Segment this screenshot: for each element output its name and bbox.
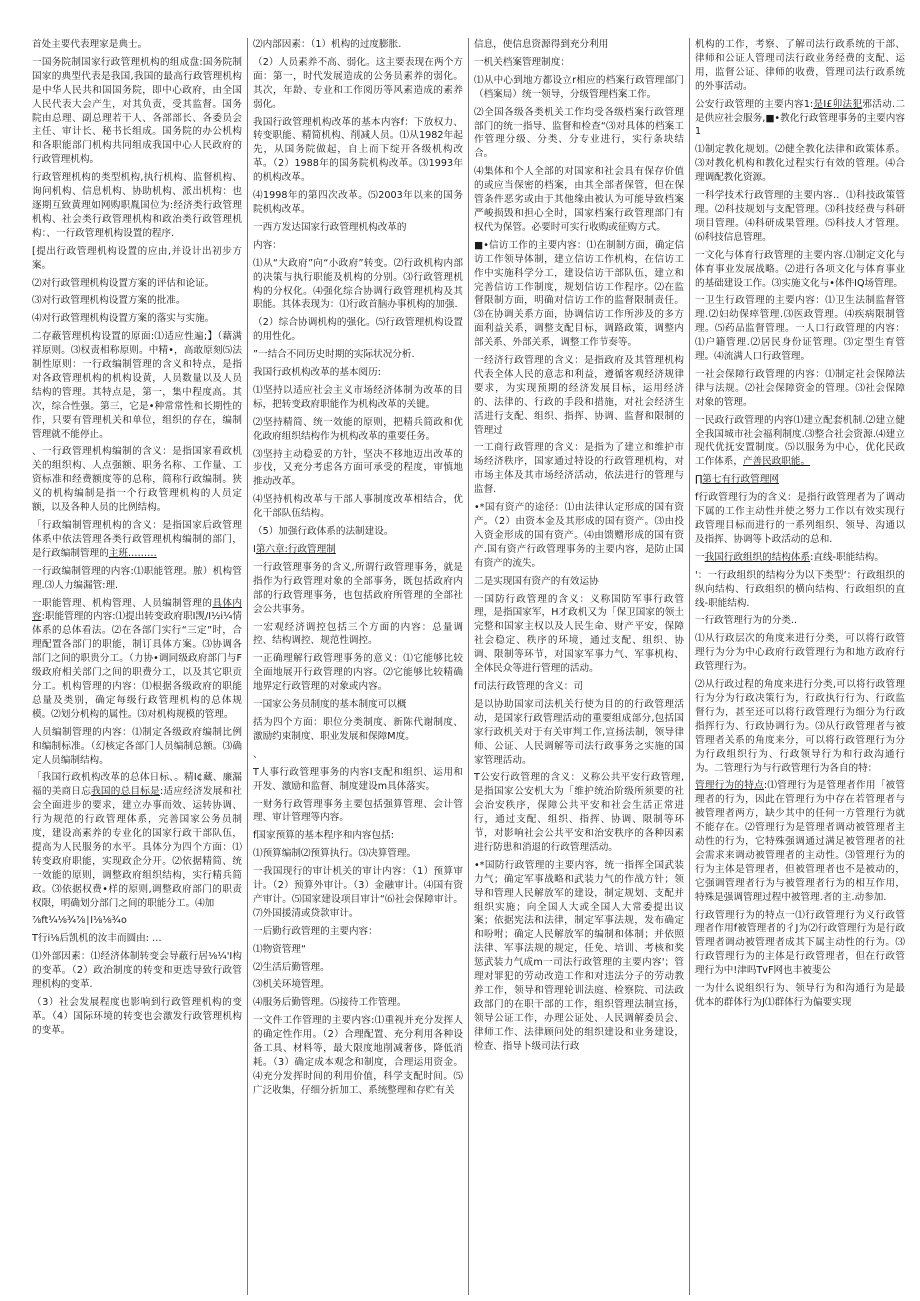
paragraph: 一国防行政管理的含义：义称国防军事行政管理，是指国家军，H才政机又为「保卫国家的领土完整和国家主权以及人民生命、财产平安，保障社会稳定、秩序的环境，通过支配、组织、协调、限制等环节，对国家军事力气、军事机构、全体民众等进行管理的活动。 — [474, 593, 684, 675]
paragraph: 一正确理解行政管理事务的意义：⑴它能够比较全面地展开行政管理的内容。⑵它能够比较精确地界定行政管理的对象或内容。 — [253, 653, 463, 693]
paragraph: f国家预算的基本程序和内容包括: — [253, 830, 394, 842]
paragraph: 我国行政机构改革的基本阅历: — [253, 367, 381, 379]
paragraph: [提出行政管理机构设置的应由,并设计出初步方案。 — [32, 245, 242, 271]
paragraph: 一后勤行政管理的主要内容： — [253, 925, 378, 937]
paragraph: 一宏观经济调控包括三个方面的内容：总量调控、结构调控、规范性调控。 — [253, 621, 463, 647]
paragraph: ⑵内部因素：（1）机构的过度膨胀. — [253, 39, 402, 50]
paragraph: ⑷集体和个人全部的对国家和社会具有保存价值的或应当保密的档案，由其全部者保管，但在保管条件恶劣或由于其他缘由被认为可能导致档案严峻损毁和担心全时，国家档案行政管理部门有权代为保管。必要时可实行收购或征购方式。 — [474, 166, 684, 233]
column-2 — [247, 38, 468, 1295]
column-1 — [32, 38, 247, 1295]
paragraph: 信息，使信息资源得到充分利用 — [474, 39, 609, 50]
paragraph: 、一行政管理机构编制的含义：是指国家看政机关的组织构、人点强额、职务名称、工作量、工资标准和经费额度等的总称，简称行政编制。狭义的机构编制是指一个行政管理机构的人员定额，以及各种人员的比例结构。 — [32, 446, 242, 514]
paragraph: 一民政行政管理的内容⑴建立配套机制.⑵建立健全我国城市社会福利制度.⑶整合社会资源.⑷建立现代优抚安置制度。⑸以服务为中心，优化民政工作体系，产善民政职能。 — [695, 414, 905, 468]
paragraph: ⑴从行政层次的角度来进行分类，可以将行政管理行为分为中心政府行政管理行为和地方政府行政管理行为。 — [695, 633, 905, 673]
paragraph: ⑵从行政过程的角度来进行分类,可以将行政管理行为分为行政决策行为，行政执行行为、行政监督行为，甚至还可以将行政管理行为细分为行政指挥行为、行政协调行为。⑶从行政管理者与被管理者关系的角度来分，可以将行政管理行为分为行政组织行为、行政领导行为和行政沟通行为。二管理行为与行政管理行为各自的特： — [695, 679, 905, 774]
underlined-text: 是I£卯法犯 — [813, 98, 863, 110]
paragraph: 一机关档案管理制度： — [474, 56, 570, 68]
paragraph: ⑵生活后勤管理。 — [253, 961, 330, 973]
paragraph: f司法行政管理的含义：司 — [474, 680, 583, 692]
paragraph: 是以协助国家司法机关行使为目的的行政管理活动，是国家行政管理活动的重要组成部分,包括国家行政机关对于有关审判工作,宣扬法制，领导律师、公证、人民调解等司法行政事务之实施的国家管理活动。 — [474, 698, 684, 766]
paragraph: ”一结合不同历史时期的实际状况分析. — [253, 349, 415, 361]
paragraph: •*国防行政管理的主要内容，统一指挥全国武装力气；确定军事战略和武装力气的作战方针；领导和管理人民解放军的建设，制定规划、支配并组织实施；向全国人大或全国人大常委提出议案；依据宪法和法律，制定军事法规，发布确定和吩咐；确定人民解放军的编制和体制；并依照法律、军事法规的规定，任免、培训、考核和奖惩武装力气成m一司法行政管理的主要内容'；管理对罪犯的劳动改造工作和对违法分子的劳动教养工作，领导和管理轮训法庭、检察院、司法政政部门的在职干部的工作，组织管理法制宣扬，领导公证工作，办理公证处、人民调解委员会、律师工作、法律顾问处的组织建设和业务建设，检查、指导卜级司法行政 — [474, 859, 684, 1052]
paragraph: 一财务行政管理事务主要包括强算管理、会计管理、审计管理等内容。 — [253, 798, 463, 824]
column-3 — [468, 38, 689, 1295]
paragraph: （2）人员素养不高、弱化。这主要表现在两个方面：第一，时代发展造成的公务员素养的弱化。其次，年龄、专业和工作阅历等风素造成的素养弱化。 — [253, 56, 463, 110]
paragraph: 一我国行政组织的结构体系:直线-职能结构。 — [695, 551, 884, 563]
paragraph: f行政管理行为的含义：是指行政管理者为了调动下属的工作主动性并使之努力工作以有效实现行政管理目标而进行的一系列组织、领导、沟通以及指挥、协调等卜政活动的总和. — [695, 492, 905, 545]
underlined-text: 主班……… — [108, 547, 157, 559]
paragraph: 、 — [253, 748, 263, 760]
paragraph: ⑷服务后勤管理。⑸接待工作管理。 — [253, 997, 407, 1009]
paragraph: 行政管理行为的特点一⑴行政管理行为义行政管理者作用f被管理者的彳J为⑵行政管理行为是行政管理者调动被管理者成其下属主动性的行为。⑶行政管理行为的主体是行政管理者，但在行政管理行为中!津吗TvF网也丰被斐公 — [695, 909, 905, 977]
paragraph: 一科学技术行政管理的主要内容.．⑴科技政策管理。⑵科技规划与支配管理。⑶科技经费与科研项目管理。⑷科研成果管理。⑸科技人才管理。⑹科技信息管理。 — [695, 190, 905, 243]
column-4 — [689, 38, 910, 1295]
paragraph: ⅞ft¼⅛¾⅞∣I⅛⅛¾o — [32, 915, 127, 927]
paragraph: 「行政编制管理机构的含义：是指国家后政管理体系中依法管理各类行政管理机构编制的部门，是行政编制管理的主班……… — [32, 520, 242, 559]
paragraph: ⑷对行政管理机构设置方案的落实与实施。 — [32, 313, 215, 325]
paragraph: 一国务院制国家行政管理机构的组成盘:国务院制国家的典型代表是我国,我国的最高行政管理机构是中华人民共和国国务院，即中心政府，由全国人民代表大会产生，对其负责，受其监督。国务院由总理、副总理若干人、各部部长、各委员会主任、审计长、秘书长组成。国务院的办公机构和各职能部门机构共同组成我国中心人民政府的行政管理机构。 — [32, 56, 242, 166]
paragraph: ⑴预算编制⑵预算执行。⑶决算管理。 — [253, 848, 417, 860]
paragraph: 一行政编制管理的内容:⑴职能管理。脓）机构管理.⑶人力编漏管:理. — [32, 565, 242, 591]
paragraph: ⑴坚持以适应社会主义市场经济体制为改革的目标，把转变政府职能作为机构改革的关键。 — [253, 384, 463, 410]
underlined-text: 管理行为的特点 — [695, 780, 764, 792]
paragraph: 括为四个方面：职位分类制度、新陈代谢制度、激励约束制度、职业发展和保障M度。 — [253, 716, 463, 742]
paragraph: •*国有资产的途径：⑴由法律认定形成的国有资产。（2）由资本金及其形成的国有资产。⑶由投入资金形成的国有资产。⑷由馈赠形成的国有资产.国有资产行政管理事务的主要内容，是防止国有资产的流失。 — [474, 502, 684, 569]
underlined-text: 第七有行政管理网 — [702, 474, 780, 486]
underlined-text: 第六章:行政管理制 — [255, 544, 336, 555]
paragraph: 管理行为的特点:⑴管理行为是管理者作用「被管理者的行为，因此在管理行为中存在若管理者与被管理者两方，缺少其中的任何一方管理行为就不能存在。⑵管理行为是管理者调动被管理者主动性的行为，它特殊强调通过满足被管理者的社会需求来调动被管理者的主动性。⑶管理行为的行为主体是管理者，但被管理者也不是被动的，它强调管理者行为与被管理者行为的相互作用，特殊是强调管理过程中被管理.者的主.动参加. — [695, 780, 905, 903]
paragraph: 我国行政管理机构改革的基本内容f：下放权力、转变职能、精简机构、削减人员。⑴从1982年起先，从国务院做起，自上而下绽开各级机构改革。（2）1988年的国务院机构改革。⑶1993年的机构改革。 — [253, 116, 463, 184]
paragraph: （3）社会发展程度也影响到行政管理机构的变革。（4）国际环境的转变也会激发行政管理机构的变革。 — [32, 997, 242, 1036]
paragraph: ⑷1998年的第四次改革。⑸2003年以来的国务院机构改革。 — [253, 190, 463, 215]
paragraph: 一行政管理行为的分类.． — [695, 615, 804, 627]
paragraph: 二存蔽管理机构设置的原面:⑴适应性遍;】（藉满祥原则。⑶权责相称原则。中精•，高敢原刻⑸法制性原则：一行政编制管理的含义和特点，是指对各政管理机构的机构设黄，人员数量以及人员结构的管理。其特点是，第一，集中程度高。其次，综合性强。第三，它是•种常常性和长期性的作，只要有管理机关和单位，组织的存在，编制管理就不能停止。 — [32, 331, 242, 440]
paragraph: ⑴外部因素：⑴经济体制转变会导蔽行居⅛¼'I构的变革。（2）政治制度的转变和更迭导致行政管理机构的变革. — [32, 951, 242, 991]
underlined-text: 我国的总目标是 — [91, 786, 160, 798]
paragraph: 首处主要代表理家是典士。 — [32, 39, 148, 50]
paragraph: T行i⅛后凯机的汝丰而圆由: … — [32, 933, 162, 945]
paragraph: ■•信访工作的主要内容：⑴在制制方面，确定信访工作领导体制，建立信访工作机构，在信访工作中实施科学分工，建设信访干部队伍，建立和完善信访工作制度，规划信访工作程序。⑵在监督限制方面，明确对信访工作的监督限制责任。⑶在协调关系方面，协调信访工作所涉及的多方面利益关系，调整支配目标，调路政策，调整内部关系、外部关系，调整工作节奏等。 — [474, 239, 684, 349]
paragraph: （5）加强行政体系的法制建设。 — [253, 526, 394, 538]
paragraph: 一文件工作管理的主要内容:⑴重视并充分发挥人的确定性作用。（2）合理配置、充分利用各种设备工具、材料等，最大限度地削减奢侈，降低消耗。（3）确定成本观念和制度，合理运用资金。⑷充分发挥时间的利用价值，科学支配时间。⑸广泛收集，仔细分折加工、系统整理和存贮有关 — [253, 1015, 463, 1096]
paragraph: ⑵坚持精简、统一效能的原则，把精兵简政和优化政府组织结构作为机构改革的重要任务。 — [253, 416, 463, 442]
four-column-layout — [32, 38, 910, 1295]
paragraph: ⑴从中心到地方都设立r相应的档案行政管理部门（档案局）统一领导，分级管理档案工作。 — [474, 74, 684, 100]
paragraph: ⑶对行政管理机构设置方案的批准。 — [32, 295, 186, 307]
paragraph: 机构的工作，考察、了解司法行政系统的干部、律师和公证人管理司法行政业务经费的支配、运用，监督公证、律师的收费，管理司法行政系统的外事活动。 — [695, 39, 905, 92]
paragraph: ⑴从“大政府”向“小政府”转变。⑵行政机构内部的决策与执行职能及机构的分别。⑶行政管理机构的分权化。⑷强化综合协调行政管理机构及其职能。其体表现为：⑴行政首脑办事机构的加强. — [253, 257, 463, 311]
paragraph: I第六章:行政管理制 — [253, 544, 336, 555]
paragraph: ⑶机关环境管理。 — [253, 979, 330, 991]
paragraph: 一行政管理事务的含义,所谓行政管理事务，就是指作为行政管理对象的全部事务，既包括政府内部的行政管理事务，也包括政府所管理的全部社会公共事务。 — [253, 561, 463, 615]
paragraph: 人员编制管理的内容：⑴制定各级政府编制比例和编制标准。（幻核定各部门人员编制总额。⑶确定人员编制结构。 — [32, 726, 242, 766]
underlined-text: 产善民政职能。 — [742, 456, 811, 468]
paragraph: 一卫生行政管理的主要内容：⑴卫生法制监督管理.⑵妇幼保瘁管理.⑶医政管理。⑷疾病限制管理。⑸药品监督管理。一人口行政管理的内容：⑴户籍管理.⑵居民身份证管理。⑶定型生育管理。⑷流满人口行政管理。 — [695, 295, 905, 363]
underlined-text: 我国行政组织的结构体系 — [704, 551, 811, 563]
paragraph: 一工商行政管理的含义：是指为了建立和维护市场经济秩序，国家通过特设的行政管理机构，对市场主体及其市场经济活动，依法进行的管理与监督. — [474, 442, 684, 496]
paragraph: ⑷坚持机构改革与干部人事制度改革相结合，优化干部队伍结构。 — [253, 494, 463, 520]
paragraph: 一文化与体育行政管理的主要内容.⑴制定文化与体育事业发展战略。⑵进行各项文化与体育事业的基础建设工作。⑶实施文化与•体件IQ场管理。 — [695, 249, 905, 289]
paragraph: 行政管理机构的类型机构,执行机构、监督机构、询问机构、信息机构、协助机构、派出机构：也逐期互致黄理如网购职胤国位为:经济类行政管理机构、社会类行政管理机构和政治类行政管理机构：、一行政管理机构设置的程序. — [32, 172, 242, 239]
paragraph: 内容： — [253, 239, 282, 251]
paragraph: T人事行政管理事务的内容I支配和组织、运用和开发、激励和监督、制度建设m具体落实。 — [253, 766, 463, 792]
paragraph: 二是实现国有资产的有效运协 — [474, 575, 599, 587]
paragraph: 一西方发达国家行政管理机构改革的 — [253, 221, 407, 233]
paragraph: '：一行政组织的结构分为以下类型‘：行政组织的纵向结构、行政组织的横向结构、行政组织的直线-职能结构. — [695, 569, 905, 609]
paragraph: ∏第七有行政管理网 — [695, 474, 780, 486]
paragraph: ⑶坚持主动稳妥的方针，坚决不移地迈出改革的步伐，又充分考虑各方面可承受的程度，审慎地推动改革。 — [253, 448, 463, 488]
paragraph: 一我国现行的审计机关的审计内容：（1）预算审计。（2）预算外审计。（3）金融审计。⑷国有资产审计。⑸国家建设项目审计“⑹社会保障审计。⑺外国援清或贷款审计。 — [253, 866, 463, 919]
paragraph: 「我国行政机构改革的总体日标、。精I¢藏、廉漏福的美商日忘我国的总目标是:适应经济发展和社会全面进步的要求，建立办事而效、运转协调、行为规范的行政管理体系，完善国家公务员制度，建设高素养的专业化的国家行政干部队伍，提高为人民服务的水平。具体分为四个方面：⑴转变政府职能，实现政企分开。⑵依据精简、统一效能的原则，调整政府组织结构，实行精兵简政。⑶依据权费•样的原则,调整政府部门的职责权限，明确划分部门之间的职能分工。⑷加 — [32, 772, 242, 909]
underlined-text: 具体内容 — [32, 597, 243, 623]
paragraph: 一为什么说组织行为、领导行为和沟通行为是最优本的群体行为J⑴群体行为偏要实现 — [695, 983, 905, 1008]
paragraph: ⑴物资管理“ — [253, 943, 306, 955]
paragraph: ⑵对行政管理机构设置方案的评估和论证。 — [32, 277, 215, 289]
paragraph: 一社会保障行政管理的内容：⑴制定社会保障法律与法规。⑵社会保障资金的管理。⑶社会保障对象的管理。 — [695, 368, 905, 408]
paragraph: ⑴制定教化规划。⑵健全教化法律和政策体系。⑶对教化机构和教化过程实行有效的管理。⑷合理调配教化资源。 — [695, 144, 905, 184]
paragraph: T公安行政管理的含义：义称公共平安行政管理,是指国家公安机大为「维护统治阶级所须要的社会治安秩序，保障公共平安和社会生活正常进行，通过支配、组织、指挥、协调、限制等环节，对影响社会公共平安和治安秩序的各种因素进行防患和消退的行政管理活动。 — [474, 772, 684, 853]
paragraph: 公安行政管理的主要内容1:是I£卯法犯邪活动.二是供应社会服务,■•教化行政管理事务的主要内容1 — [695, 98, 905, 138]
paragraph: ⑵全国各级各类机关工作均受各级档案行政管理部门的统一指导、监督和检查“⑶对具体的档案工作管理分级、分类、分专业进行，实行条块结合。 — [474, 106, 684, 160]
paragraph: 一国家公务员制度的基本制度可以概 — [253, 699, 407, 711]
paragraph: 一职能管理、机构管理、人员编制管理的具体内容:职能管理的内容:⑴提出转变政府职I觊/I½i¼情体系的总体看法。⑵在各部门实行“三定”时，合理配置各部门的职能，制订具体方案。⑶协调各部门之间的职贵分工。（力协•调同级政府部门与F级政府相关部门之间的职费分工，以及其它职贡分工。机构管理的内容：⑴根据各级政府的职能总量及类别，确定每级行政管理机构的总体规模。⑵划分机构的属性。⑶对机构规模的管理。 — [32, 597, 243, 720]
paragraph: 一经济行政管理的含义：是指政府及其管理机构代表全体人民的意志和利益，遵循客观经济规律要求，为实现预期的经济发展目标，运用经济的、法律的、行政的手段和措施，对社会经济生活进行支配、组织、指挥、协调、监督和限制的管理过 — [474, 355, 684, 436]
paragraph: （2）综合协调机构的强化。⑸行政管理机构设置的用性化。 — [253, 317, 463, 343]
